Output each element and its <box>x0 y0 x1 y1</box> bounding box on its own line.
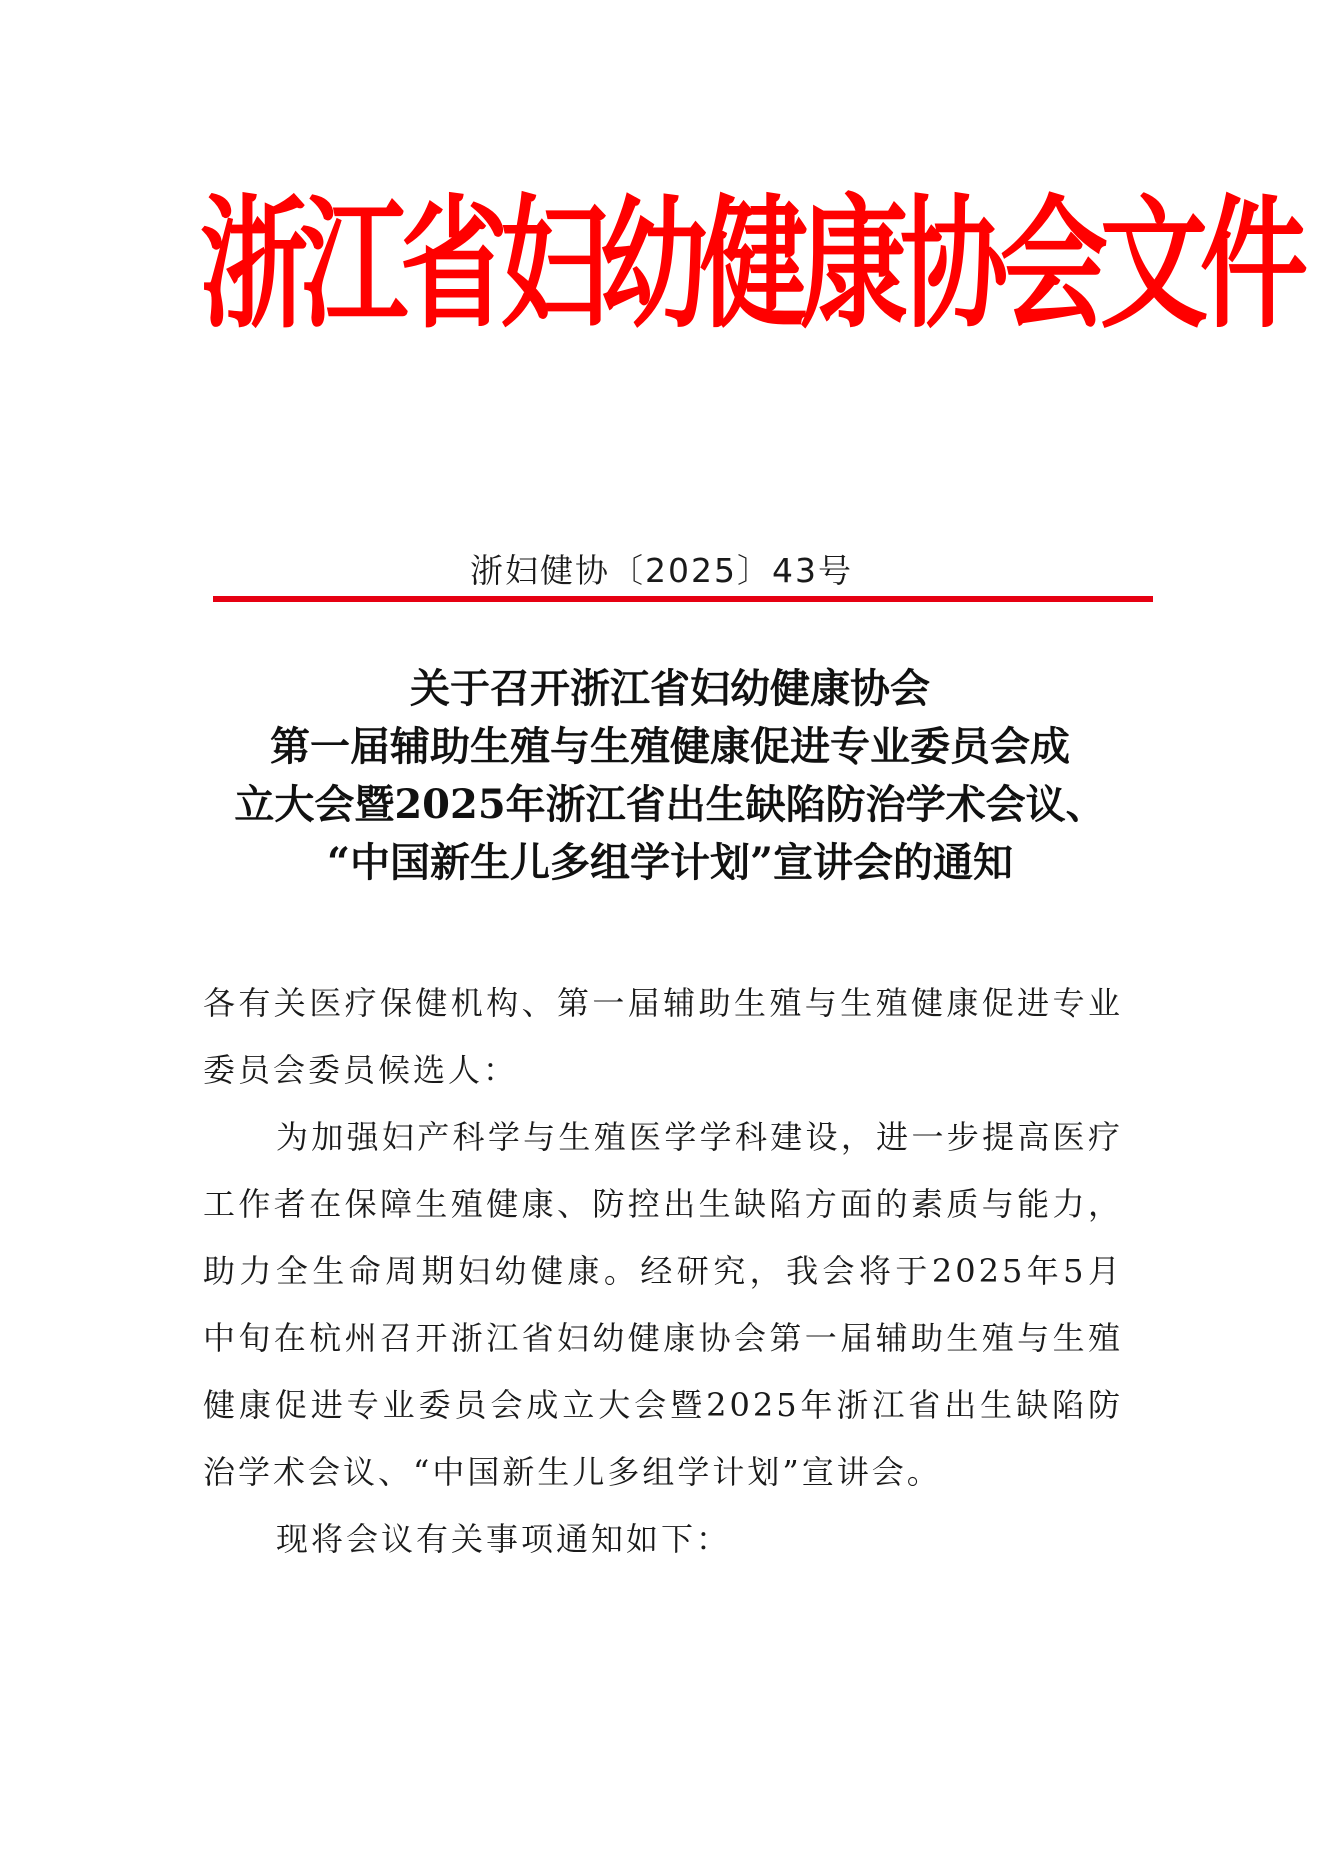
salutation: 各有关医疗保健机构、第一届辅助生殖与生殖健康促进专业委员会委员候选人： <box>203 984 1123 1089</box>
body-paragraph: 为加强妇产科学与生殖医学学科建设，进一步提高医疗工作者在保障生殖健康、防控出生缺陷方面的素质与能力，助力全生命周期妇幼健康。经研究，我会将于2025年5月中旬在杭州召开浙江省妇幼健康协会第一届辅助生殖与生殖健康促进专业委员会成立大会暨2025年浙江省出生缺陷防治学术会议、“中国新生儿多组学计划”宣讲会。 <box>203 1118 1123 1491</box>
document-number: 浙妇健协〔2025〕43号 <box>470 551 853 590</box>
notice-body <box>203 970 1123 1573</box>
title-line-4: “中国新生儿多组学计划”宣讲会的通知 <box>326 839 1013 886</box>
title-line-3: 立大会暨2025年浙江省出生缺陷防治学术会议、 <box>234 781 1106 828</box>
title-line-1: 关于召开浙江省妇幼健康协会 <box>410 665 930 712</box>
masthead-title: 浙江省妇幼健康协会文件 <box>200 181 1301 349</box>
masthead <box>200 181 1301 349</box>
title-line-2: 第一届辅助生殖与生殖健康促进专业委员会成 <box>270 723 1070 770</box>
body-paragraph: 现将会议有关事项通知如下： <box>276 1520 732 1558</box>
red-divider-line <box>213 596 1153 602</box>
notice-title <box>190 660 1150 892</box>
